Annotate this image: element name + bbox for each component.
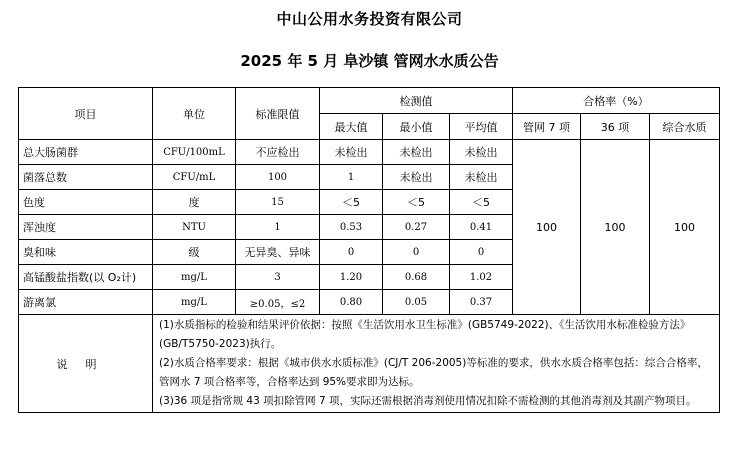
row-limit: 15	[236, 190, 320, 215]
header-overall: 综合水质	[650, 114, 720, 140]
header-pipe7: 管网 7 项	[513, 114, 581, 140]
water-quality-table	[18, 87, 720, 413]
row-max: 0.53	[320, 215, 383, 240]
note-item: (2)水质合格率要求：根据《城市供水水质标准》(CJ/T 206-2005)等标准的要求，供水水质合格率包括：综合合格率，管网水 7 项合格率等，合格率达到 95%要求即为达标。	[159, 357, 708, 388]
row-avg: 未检出	[450, 140, 513, 165]
header-unit: 单位	[153, 88, 236, 140]
notes-content	[153, 315, 720, 413]
row-min: 未检出	[383, 165, 450, 190]
row-min: 0.68	[383, 265, 450, 290]
row-min: 未检出	[383, 140, 450, 165]
row-limit: 不应检出	[236, 140, 320, 165]
row-limit: 1	[236, 215, 320, 240]
row-avg: ＜5	[450, 190, 513, 215]
header-max: 最大值	[320, 114, 383, 140]
row-unit: 度	[153, 190, 236, 215]
row-avg: 0	[450, 240, 513, 265]
header-avg: 平均值	[450, 114, 513, 140]
header-detected: 检测值	[320, 88, 513, 114]
header-pass-rate: 合格率（%）	[513, 88, 720, 114]
row-item: 高锰酸盐指数(以 O₂计)	[19, 265, 153, 290]
row-max: 1	[320, 165, 383, 190]
row-min: 0.05	[383, 290, 450, 315]
notes-label: 说明	[19, 315, 153, 413]
note-item: (3)36 项是指常规 43 项扣除管网 7 项，实际还需根据消毒剂使用情况扣除不需检测的其他消毒剂及其副产物项目。	[159, 395, 697, 407]
row-unit: 级	[153, 240, 236, 265]
row-item: 游离氯	[19, 290, 153, 315]
row-max: ＜5	[320, 190, 383, 215]
notes-row	[19, 315, 720, 413]
pass-rate-overall: 100	[650, 140, 720, 315]
row-item: 臭和味	[19, 240, 153, 265]
pass-rate-pipe7: 100	[513, 140, 581, 315]
row-item: 菌落总数	[19, 165, 153, 190]
header-limit: 标准限值	[236, 88, 320, 140]
row-max: 0.80	[320, 290, 383, 315]
row-max: 1.20	[320, 265, 383, 290]
row-min: 0	[383, 240, 450, 265]
row-item: 浑浊度	[19, 215, 153, 240]
row-limit: ≥0.05，≤2	[236, 290, 320, 315]
note-item: (1)水质指标的检验和结果评价依据：按照《生活饮用水卫生标准》(GB5749-2022)、《生活饮用水标准检验方法》(GB/T5750-2023)执行。	[159, 319, 691, 350]
report-title: 2025 年 5 月 阜沙镇 管网水水质公告	[240, 52, 499, 70]
row-limit: 无异臭、异味	[236, 240, 320, 265]
header-item36: 36 项	[581, 114, 650, 140]
row-min: ＜5	[383, 190, 450, 215]
row-limit: 3	[236, 265, 320, 290]
header-item: 项目	[19, 88, 153, 140]
row-unit: mg/L	[153, 265, 236, 290]
row-max: 0	[320, 240, 383, 265]
row-avg: 0.37	[450, 290, 513, 315]
row-avg: 未检出	[450, 165, 513, 190]
row-unit: NTU	[153, 215, 236, 240]
row-item: 色度	[19, 190, 153, 215]
row-max: 未检出	[320, 140, 383, 165]
row-unit: mg/L	[153, 290, 236, 315]
row-item: 总大肠菌群	[19, 140, 153, 165]
pass-rate-item36: 100	[581, 140, 650, 315]
company-title: 中山公用水务投资有限公司	[276, 10, 463, 28]
row-limit: 100	[236, 165, 320, 190]
row-avg: 0.41	[450, 215, 513, 240]
row-unit: CFU/mL	[153, 165, 236, 190]
header-min: 最小值	[383, 114, 450, 140]
row-unit: CFU/100mL	[153, 140, 236, 165]
row-min: 0.27	[383, 215, 450, 240]
row-avg: 1.02	[450, 265, 513, 290]
table-row	[19, 140, 720, 165]
